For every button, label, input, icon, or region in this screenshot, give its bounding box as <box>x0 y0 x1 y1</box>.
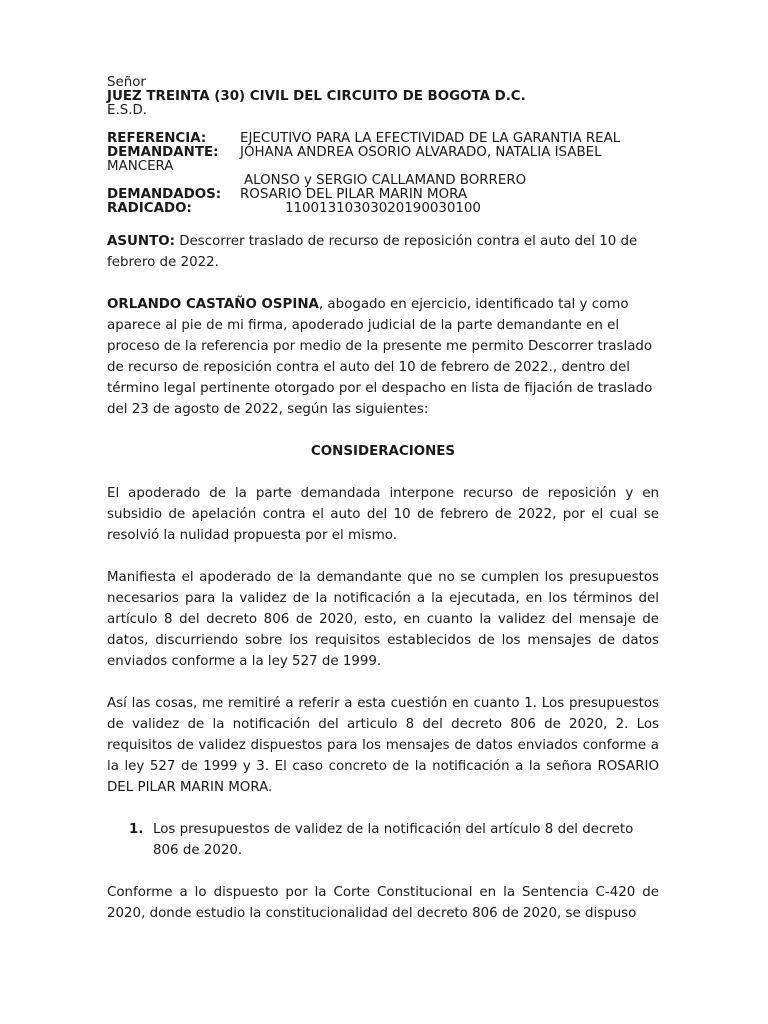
document-page <box>107 76 659 924</box>
list-text: Los presupuestos de validez de la notificación del artículo 8 del decreto 806 de 2020. <box>153 822 634 858</box>
asunto-label: ASUNTO: <box>107 234 175 249</box>
radicado-label: RADICADO: <box>107 201 192 216</box>
radicado-value: 11001310303020190030100 <box>285 201 481 216</box>
referencia-value: EJECUTIVO PARA LA EFECTIVIDAD DE LA GARANTIA REAL <box>240 131 621 146</box>
paragraph-2: Manifiesta el apoderado de la demandante que no se cumplen los presupuestos necesarios para la validez de la notificación a la ejecutada, en los términos del artículo 8 del decreto 806 de 2020, esto, en cuanto la validez del mensaje de datos, discurriendo sobre los requisitos establecidos de los mensajes de datos enviados conforme a la ley 527 de 1999. <box>107 570 659 669</box>
asunto-paragraph <box>107 231 659 273</box>
consideraciones-heading: CONSIDERACIONES <box>310 444 456 459</box>
referencia-label: REFERENCIA: <box>107 131 207 146</box>
paragraph-4: Conforme a lo dispuesto por la Corte Constitucional en la Sentencia C-420 de 2020, donde estudio la constitucionalidad del decreto 806 de 2020, se dispuso <box>107 885 659 921</box>
demandante-row <box>107 146 659 160</box>
judge-addressee: JUEZ TREINTA (30) CIVIL DEL CIRCUITO DE BOGOTA D.C. <box>107 89 526 104</box>
demandante-continuation: MANCERA <box>107 159 174 174</box>
reference-block <box>107 132 659 216</box>
list-number: 1. <box>129 822 144 837</box>
demandante-continuation-row-2 <box>107 174 659 188</box>
radicado-row <box>107 202 659 216</box>
asunto-text: Descorrer traslado de recurso de reposición contra el auto del 10 de febrero de 2022. <box>107 234 638 270</box>
demandados-row <box>107 188 659 202</box>
attorney-name: ORLANDO CASTAÑO OSPINA <box>107 297 319 312</box>
esd-line: E.S.D. <box>107 103 148 118</box>
numbered-list-item <box>107 819 659 861</box>
intro-paragraph <box>107 294 659 420</box>
demandante-label: DEMANDANTE: <box>107 145 219 160</box>
paragraph-3: Así las cosas, me remitiré a referir a esta cuestión en cuanto 1. Los presupuestos de validez de la notificación del articulo 8 del decreto 806 de 2020, 2. Los requisitos de validez dispuestos para los mensajes de datos enviados conforme a la ley 527 de 1999 y 3. El caso concreto de la notificación a la señora ROSARIO DEL PILAR MARIN MORA. <box>107 696 659 795</box>
demandados-value: ROSARIO DEL PILAR MARIN MORA <box>240 187 468 202</box>
demandante-continuation-row <box>107 160 659 174</box>
salutation: Señor <box>107 75 146 90</box>
paragraph-1: El apoderado de la parte demandada interpone recurso de reposición y en subsidio de apelación contra el auto del 10 de febrero de 2022, por el cual se resolvió la nulidad propuesta por el mismo. <box>107 486 659 543</box>
demandante-value: JOHANA ANDREA OSORIO ALVARADO, NATALIA ISABEL <box>240 145 602 160</box>
referencia-row <box>107 132 659 146</box>
demandados-label: DEMANDADOS: <box>107 187 222 202</box>
intro-text: , abogado en ejercicio, identificado tal y como aparece al pie de mi firma, apoderado judicial de la parte demandante en el proceso de la referencia por medio de la presente me permito Descorrer traslado de recurso de reposición contra el auto del 10 de febrero de 2022., dentro del término legal pertinente otorgado por el despacho en lista de fijación de traslado del 23 de agosto de 2022, según las siguientes: <box>107 297 653 417</box>
demandante-continuation-2: ALONSO y SERGIO CALLAMAND BORRERO <box>244 173 527 188</box>
